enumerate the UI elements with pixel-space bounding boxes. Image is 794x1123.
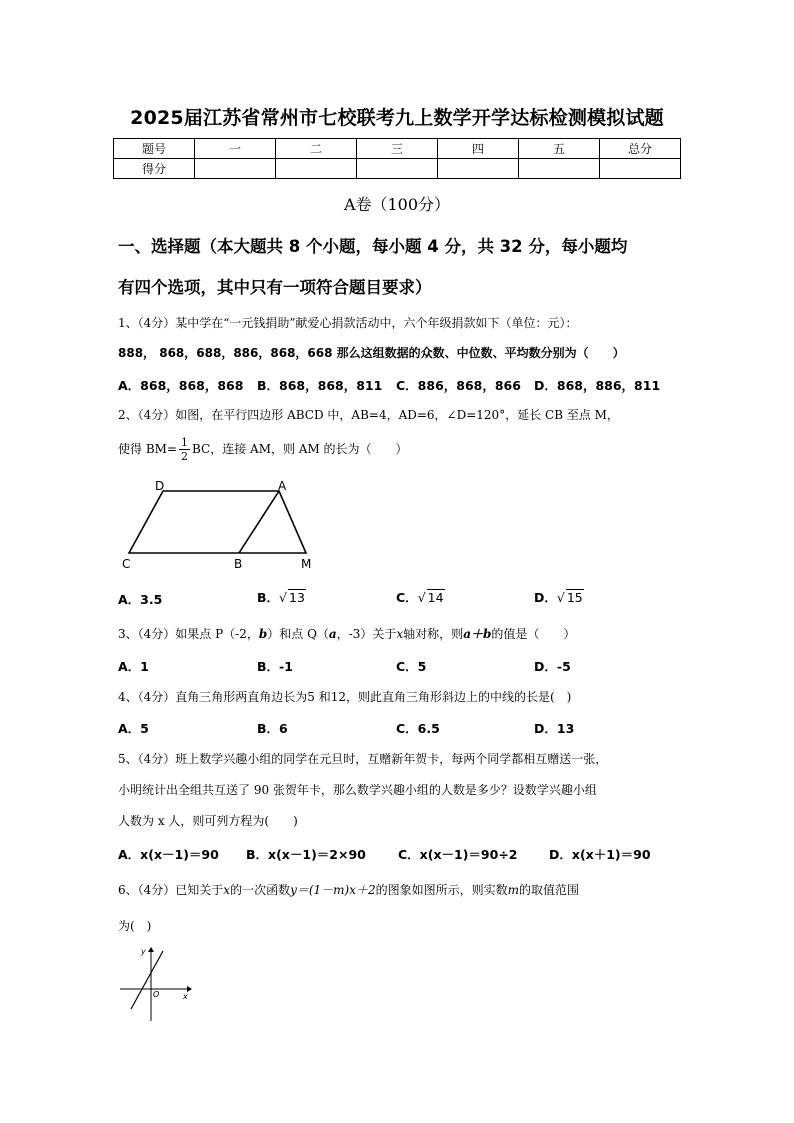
option-prefix: B． bbox=[257, 590, 280, 605]
q3-text: ，-3）关于 bbox=[336, 627, 397, 641]
q2-option-b: B．√ 13 bbox=[257, 590, 305, 605]
q5-option-a: A．x(x－1)＝90 bbox=[118, 847, 219, 862]
score-table bbox=[113, 138, 681, 179]
q6-line2: 为( ) bbox=[118, 919, 152, 933]
q3-option-a: A．1 bbox=[118, 659, 149, 674]
q3-var-x: x bbox=[396, 627, 404, 641]
fraction-denominator: 2 bbox=[180, 450, 188, 463]
score-table-score-row bbox=[114, 159, 681, 179]
q3-option-c: C．5 bbox=[396, 659, 427, 674]
q1-option-b: B．868，868，811 bbox=[257, 378, 383, 393]
q6-text: 6、（4分）已知关于 bbox=[118, 883, 224, 897]
q4-option-c: C．6.5 bbox=[396, 721, 440, 736]
q6-text: 的图象如图所示，则实数 bbox=[375, 883, 508, 897]
segment-am bbox=[239, 491, 279, 553]
q6-formula: y＝(1－m)x＋2 bbox=[290, 883, 376, 897]
option-prefix: D． bbox=[534, 590, 557, 605]
q1-option-c: C．886，868，866 bbox=[396, 378, 521, 393]
score-input-cell bbox=[519, 159, 600, 179]
score-input-cell bbox=[438, 159, 519, 179]
option-prefix: C． bbox=[396, 590, 418, 605]
page-title: 2025届江苏省常州市七校联考九上数学开学达标检测模拟试题 bbox=[130, 107, 664, 129]
q1-line1: 1、（4分）某中学在“一元钱捐助”献爱心捐款活动中，六个年级捐款如下（单位：元）： bbox=[118, 316, 578, 330]
q3-text: 3、（4分）如果点 P（-2， bbox=[118, 627, 259, 641]
x-axis-arrow bbox=[187, 986, 192, 992]
score-table-header-row bbox=[114, 139, 681, 159]
q3-var-b: b bbox=[258, 627, 268, 641]
q3-option-b: B．-1 bbox=[257, 659, 293, 674]
section-heading-line2: 有四个选项，其中只有一项符合题目要求） bbox=[118, 278, 432, 297]
q2-line1: 2、（4分）如图，在平行四边形 ABCD 中，AB=4，AD=6，∠D=120°，延长 CB 至点 M， bbox=[118, 408, 619, 422]
q5-line2: 小明统计出全组共互送了 90 张贺年卡，那么数学兴趣小组的人数是多少？设数学兴趣小组 bbox=[118, 783, 597, 797]
q4-option-d: D．13 bbox=[534, 721, 575, 736]
score-input-cell bbox=[195, 159, 276, 179]
parallelogram-shape bbox=[129, 491, 306, 553]
q4-line: 4、（4分）直角三角形两直角边长为5 和12，则此直角三角形斜边上的中线的长是( ) bbox=[118, 690, 572, 704]
sqrt-value: 13 bbox=[289, 590, 305, 605]
q2-option-a: A．3.5 bbox=[118, 592, 163, 607]
vertex-label-b: B bbox=[234, 557, 243, 571]
vertex-label-m: M bbox=[301, 557, 312, 571]
score-input-cell bbox=[276, 159, 357, 179]
fraction-numerator: 1 bbox=[180, 436, 188, 449]
y-axis-label: y bbox=[141, 947, 146, 956]
score-input-cell bbox=[600, 159, 681, 179]
q2-option-d: D．√ 15 bbox=[534, 590, 583, 605]
q2-fraction bbox=[179, 436, 190, 463]
q5-option-b: B．x(x－1)＝2×90 bbox=[246, 847, 366, 862]
score-cell: 得分 bbox=[114, 159, 195, 179]
q3-text: 轴对称，则 bbox=[403, 627, 464, 641]
q5-option-c: C．x(x－1)＝90÷2 bbox=[398, 847, 518, 862]
vertex-label-c: C bbox=[122, 557, 131, 571]
q1-option-a: A．868，868，868 bbox=[118, 378, 244, 393]
q3-text: ）和点 Q（ bbox=[267, 627, 329, 641]
score-input-cell bbox=[357, 159, 438, 179]
q6-line1 bbox=[118, 882, 579, 898]
q2-line2 bbox=[118, 436, 408, 463]
q3-var-a: a bbox=[328, 627, 337, 641]
score-cell: 五 bbox=[519, 139, 600, 159]
vertex-label-d: D bbox=[155, 479, 165, 493]
y-axis-arrow bbox=[148, 947, 154, 952]
q1-option-d: D．868，886，811 bbox=[534, 378, 661, 393]
origin-label: O bbox=[153, 990, 160, 999]
section-a-heading: A卷（100分） bbox=[343, 195, 451, 214]
x-axis-label: x bbox=[183, 992, 188, 1001]
score-cell: 四 bbox=[438, 139, 519, 159]
q4-option-b: B．6 bbox=[257, 721, 288, 736]
sqrt-value: 15 bbox=[566, 590, 583, 605]
q3-option-d: D．-5 bbox=[534, 659, 571, 674]
q3-line bbox=[118, 626, 575, 642]
score-cell: 二 bbox=[276, 139, 357, 159]
sqrt-value: 14 bbox=[427, 590, 444, 605]
q6-var-m: m bbox=[507, 883, 520, 897]
q5-line3: 人数为 x 人，则可列方程为( ) bbox=[118, 814, 298, 828]
score-cell: 总分 bbox=[600, 139, 681, 159]
q2-parallelogram-figure bbox=[115, 474, 325, 574]
q6-text: 的一次函数 bbox=[230, 883, 291, 897]
q2-option-c: C．√ 14 bbox=[396, 590, 444, 605]
function-line bbox=[131, 951, 163, 1009]
q3-expression: a＋b bbox=[463, 627, 492, 641]
score-cell: 三 bbox=[357, 139, 438, 159]
q5-line1: 5、（4分）班上数学兴趣小组的同学在元旦时，互赠新年贺卡，每两个同学都相互赠送一张， bbox=[118, 752, 608, 766]
q6-function-graph bbox=[115, 943, 195, 1025]
q3-text: 的值是（ ） bbox=[491, 627, 576, 641]
q4-option-a: A．5 bbox=[118, 721, 149, 736]
score-cell: 题号 bbox=[114, 139, 195, 159]
q2-line2-post: BC，连接 AM，则 AM 的长为（ ） bbox=[191, 442, 408, 456]
q2-line2-pre: 使得 BM= bbox=[118, 442, 177, 456]
q1-line2: 888， 868，688，886，868，668 那么这组数据的众数、中位数、平均数分别为（ ） bbox=[118, 346, 625, 360]
vertex-label-a: A bbox=[278, 479, 287, 493]
q5-option-d: D．x(x＋1)＝90 bbox=[549, 847, 651, 862]
score-cell: 一 bbox=[195, 139, 276, 159]
section-heading-line1: 一、选择题（本大题共 8 个小题，每小题 4 分，共 32 分，每小题均 bbox=[118, 237, 628, 256]
q6-text: 的取值范围 bbox=[519, 883, 580, 897]
q6-var-x: x bbox=[223, 883, 231, 897]
